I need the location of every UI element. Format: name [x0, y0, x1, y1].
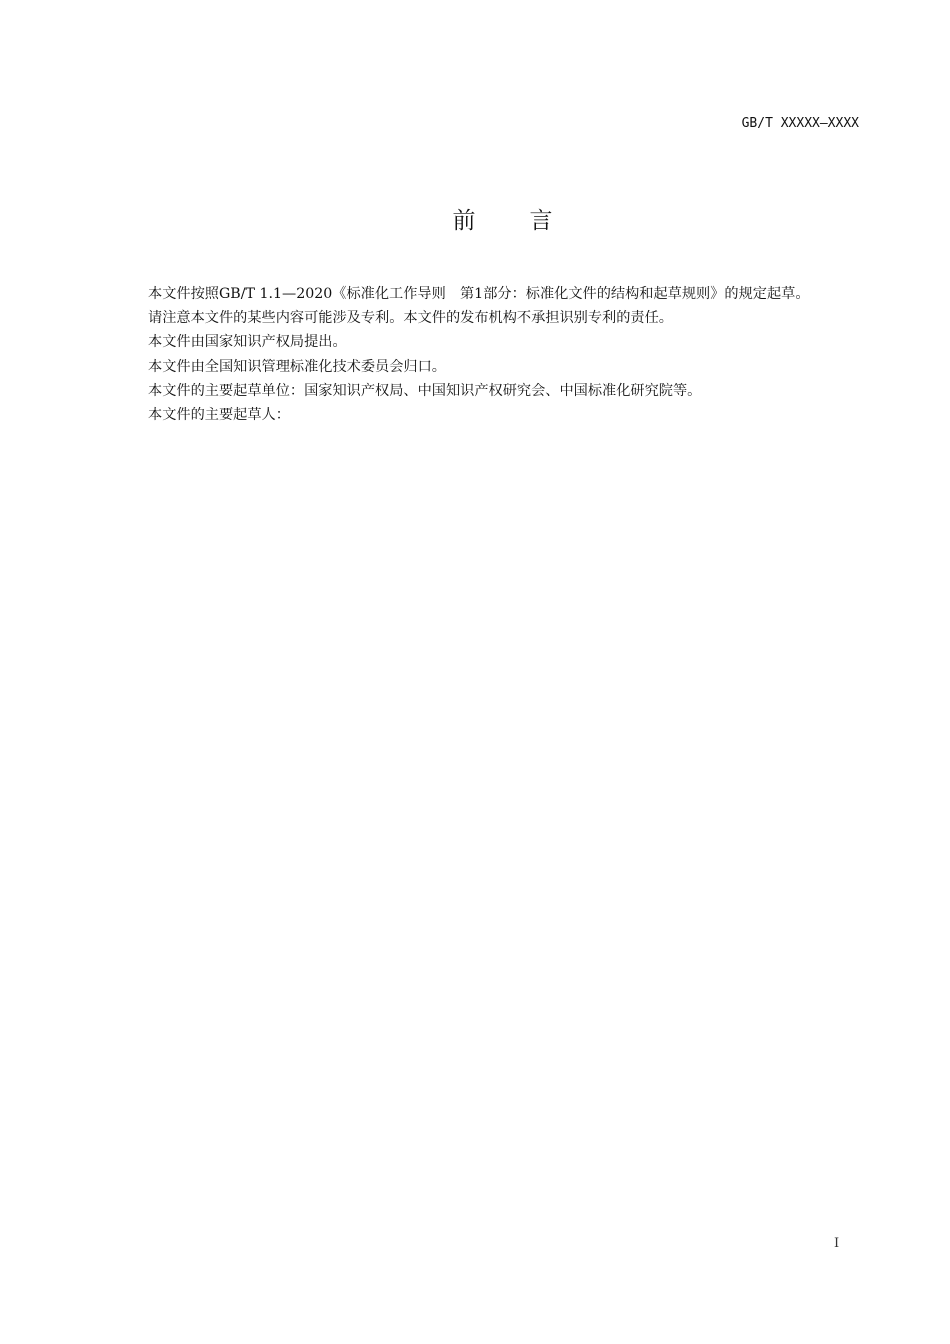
- document-body: [113, 282, 859, 427]
- title-char-1: 前: [452, 208, 476, 234]
- paragraph-proposer: 本文件由国家知识产权局提出。: [148, 334, 347, 351]
- paragraph-drafters: 本文件的主要起草人：: [148, 407, 290, 424]
- paragraph-patent-notice: 请注意本文件的某些内容可能涉及专利。本文件的发布机构不承担识别专利的责任。: [148, 310, 673, 327]
- page-title: [0, 202, 950, 235]
- paragraph-drafting-rules: 本文件按照GB/T 1.1—2020《标准化工作导则 第1部分：标准化文件的结构和起草规则》的规定起草。: [148, 286, 810, 302]
- standard-code: GB/T XXXXX—XXXX: [741, 116, 859, 131]
- paragraph-committee: 本文件由全国知识管理标准化技术委员会归口。: [148, 358, 446, 375]
- title-char-2: 言: [529, 208, 553, 234]
- page-number: I: [834, 1236, 840, 1251]
- paragraph-drafting-units: 本文件的主要起草单位：国家知识产权局、中国知识产权研究会、中国标准化研究院等。: [148, 382, 702, 399]
